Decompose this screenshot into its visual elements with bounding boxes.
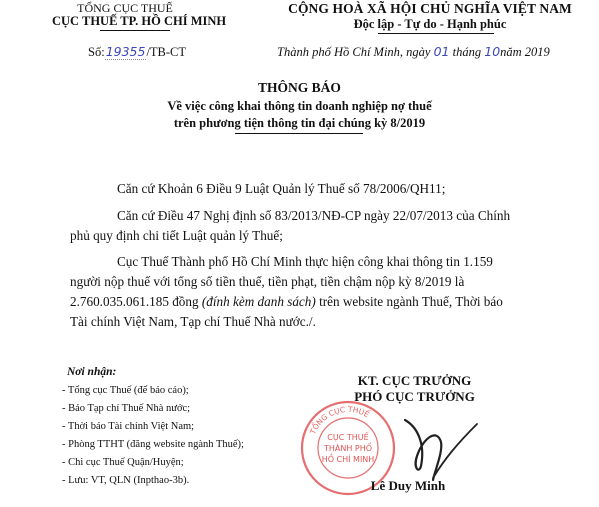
agency-name: CỤC THUẾ TP. HỒ CHÍ MINH [52, 14, 227, 28]
document-title: THÔNG BÁO [258, 80, 341, 95]
recipient-item: - Phòng TTHT (đăng website ngành Thuế); [62, 439, 244, 450]
recipient-item: - Thời báo Tài chính Việt Nam; [62, 421, 195, 432]
signer-role-line2: PHÓ CỤC TRƯỞNG [354, 389, 475, 404]
month-label: tháng [452, 45, 482, 59]
document-subject-line1: Về việc công khai thông tin doanh nghiệp nợ thuế [167, 99, 432, 113]
recipient-item: - Báo Tạp chí Thuế Nhà nước; [62, 403, 191, 414]
paragraph-legal-basis-2-line1: Căn cứ Điều 47 Nghị định số 83/2013/NĐ-CP ngày 22/07/2013 của Chính [117, 208, 511, 223]
stamp-ring-text: TỔNG CỤC THUẾ [308, 404, 371, 436]
attachment-note: (đính kèm danh sách) [201, 294, 316, 309]
agency-parent: TỔNG CỤC THUẾ [77, 1, 173, 15]
doc-number-suffix: /TB-CT [146, 45, 187, 59]
paragraph-announcement-line4: Tài chính Việt Nam, Tạp chí Thuế Nhà nước./. [70, 314, 316, 329]
subject-underline [235, 133, 363, 134]
motto-underline [378, 33, 494, 34]
paragraph-legal-basis-1: Căn cứ Khoản 6 Điều 9 Luật Quản lý Thuế số 78/2006/QH11; [117, 181, 446, 196]
day-handwritten: 01 [433, 44, 450, 59]
stamp-line1: CỤC THUẾ [327, 433, 369, 442]
handwritten-signature [385, 408, 500, 488]
signer-role-line1: KT. CỤC TRƯỞNG [357, 373, 472, 388]
document-subject-line2: trên phương tiện thông tin đại chúng kỳ 8/2019 [173, 116, 426, 130]
stamp-line2: THÀNH PHỐ [323, 444, 373, 453]
doc-number-prefix: Số: [88, 45, 105, 59]
paragraph-announcement-line2: người nộp thuế với tổng số tiền thuế, tiền phạt, tiền chậm nộp kỳ 8/2019 là [70, 274, 465, 289]
paragraph-legal-basis-2-line2: phủ quy định chi tiết Luật quản lý Thuế; [70, 228, 283, 243]
place-date-prefix: Thành phố Hồ Chí Minh, ngày [277, 45, 431, 59]
national-motto: Độc lập - Tự do - Hạnh phúc [353, 17, 507, 31]
agency-underline [100, 30, 170, 31]
recipient-item: - Lưu: VT, QLN (Inpthao-3b). [62, 475, 190, 486]
month-handwritten: 10 [484, 44, 501, 59]
doc-number-handwritten: 19355 [105, 44, 146, 59]
paragraph-announcement-line3 [70, 294, 503, 310]
year-text: năm 2019 [500, 45, 550, 59]
recipient-item: - Tổng cục Thuế (để báo cáo); [62, 385, 189, 396]
nation-heading: CỘNG HOÀ XÃ HỘI CHỦ NGHĨA VIỆT NAM [288, 1, 572, 16]
place-date [277, 44, 550, 60]
paragraph-announcement-line1: Cục Thuế Thành phố Hồ Chí Minh thực hiện công khai thông tin 1.159 [117, 254, 493, 269]
recipients-title: Nơi nhận: [67, 366, 117, 378]
stamp-line3: HỒ CHÍ MINH [321, 455, 375, 464]
recipient-item: - Chi cục Thuế Quận/Huyện; [62, 457, 184, 468]
document-number [88, 44, 186, 60]
publication-channels-text: trên website ngành Thuế, Thời báo [315, 294, 503, 309]
signer-name: Lê Duy Minh [370, 478, 446, 493]
total-amount-text: 2.760.035.061.185 đồng [70, 294, 202, 309]
